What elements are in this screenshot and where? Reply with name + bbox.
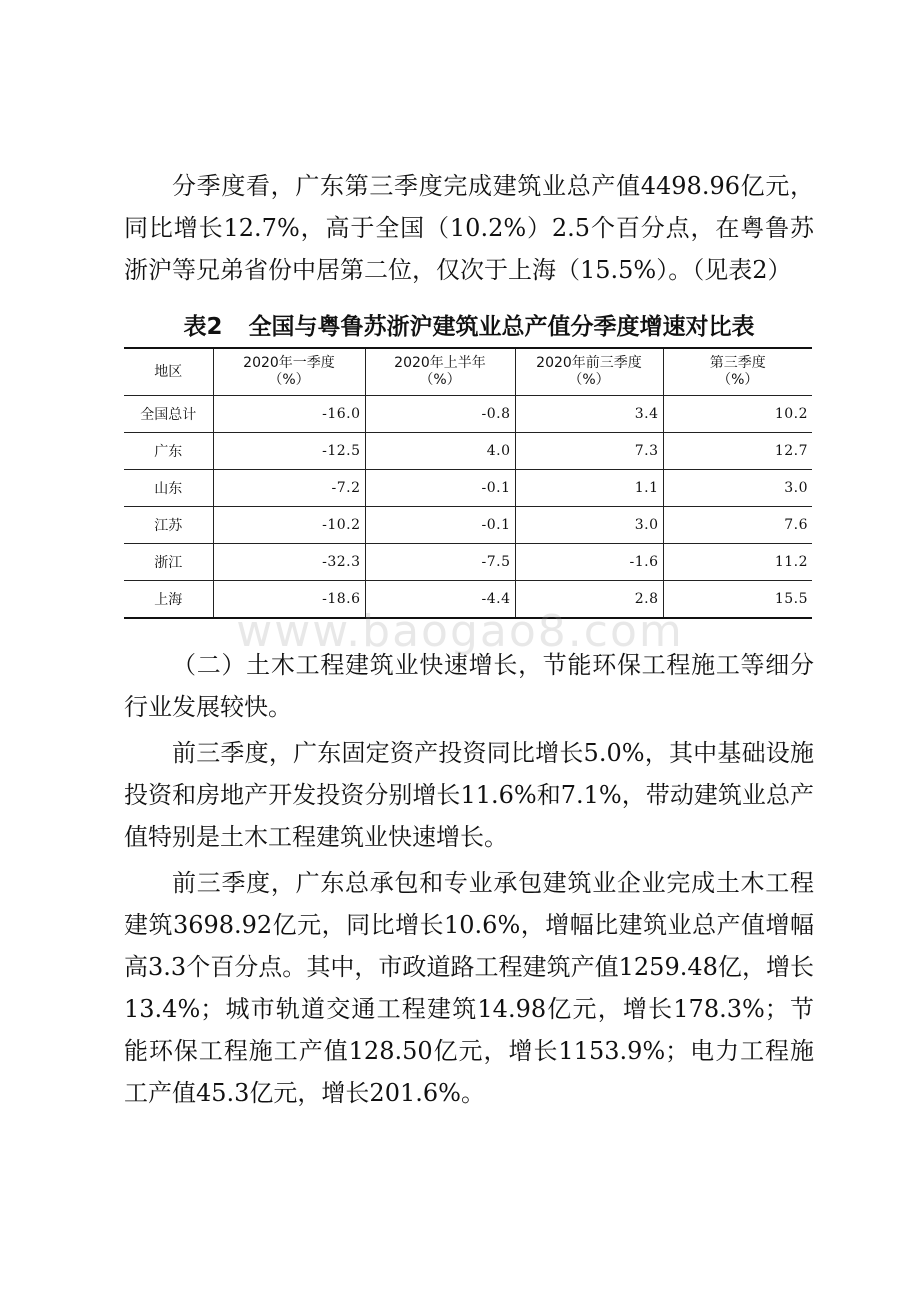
table-caption-title: 全国与粤鲁苏浙沪建筑业总产值分季度增速对比表 [248, 314, 755, 340]
value-cell: 12.7 [663, 433, 812, 470]
value-cell: 15.5 [663, 581, 812, 619]
region-cell: 广东 [124, 433, 213, 470]
region-cell: 江苏 [124, 507, 213, 544]
value-cell: -18.6 [213, 581, 365, 619]
table-row [124, 433, 812, 470]
table-row [124, 544, 812, 581]
value-cell: 3.0 [515, 507, 663, 544]
value-cell: 4.0 [365, 433, 515, 470]
header-q3: 第三季度 （%） [663, 348, 812, 396]
value-cell: 10.2 [663, 396, 812, 433]
value-cell: -16.0 [213, 396, 365, 433]
header-q1-q3: 2020年前三季度 （%） [515, 348, 663, 396]
value-cell: 3.0 [663, 470, 812, 507]
growth-comparison-table [124, 347, 812, 619]
region-cell: 全国总计 [124, 396, 213, 433]
value-cell: -0.8 [365, 396, 515, 433]
header-region: 地区 [124, 348, 213, 396]
civil-engineering-paragraph: 前三季度，广东总承包和专业承包建筑业企业完成土木工程建筑3698.92亿元，同比增长10.6%，增幅比建筑业总产值增幅高3.3个百分点。其中，市政道路工程建筑产值1259.48亿，增长13.4%；城市轨道交通工程建筑14.98亿元，增长178.3%；节能环保工程施工产值128.50亿元，增长1153.9%；电力工程施工产值45.3亿元，增长201.6%。 [124, 869, 814, 1107]
value-cell: 11.2 [663, 544, 812, 581]
value-cell: 1.1 [515, 470, 663, 507]
header-h1: 2020年上半年 （%） [365, 348, 515, 396]
region-cell: 浙江 [124, 544, 213, 581]
value-cell: -1.6 [515, 544, 663, 581]
value-cell: -0.1 [365, 507, 515, 544]
intro-paragraph: 分季度看，广东第三季度完成建筑业总产值4498.96亿元，同比增长12.7%，高于全国（10.2%）2.5个百分点，在粤鲁苏浙沪等兄弟省份中居第二位，仅次于上海（15.5%）。（见表2） [124, 172, 814, 284]
table-row [124, 396, 812, 433]
header-q1: 2020年一季度 （%） [213, 348, 365, 396]
table-row [124, 470, 812, 507]
value-cell: -7.2 [213, 470, 365, 507]
section-heading: （二）土木工程建筑业快速增长，节能环保工程施工等细分行业发展较快。 [124, 651, 814, 721]
table-caption-number: 表2 [183, 314, 223, 340]
value-cell: 3.4 [515, 396, 663, 433]
value-cell: -0.1 [365, 470, 515, 507]
table-caption [124, 309, 814, 345]
value-cell: 7.3 [515, 433, 663, 470]
watermark: www.baogao8.com [236, 606, 684, 657]
value-cell: 7.6 [663, 507, 812, 544]
investment-paragraph: 前三季度，广东固定资产投资同比增长5.0%，其中基础设施投资和房地产开发投资分别增长11.6%和7.1%，带动建筑业总产值特别是土木工程建筑业快速增长。 [124, 739, 814, 851]
table-header-row [124, 348, 812, 396]
value-cell: -10.2 [213, 507, 365, 544]
value-cell: -4.4 [365, 581, 515, 619]
value-cell: -7.5 [365, 544, 515, 581]
region-cell: 上海 [124, 581, 213, 619]
value-cell: 2.8 [515, 581, 663, 619]
region-cell: 山东 [124, 470, 213, 507]
value-cell: -12.5 [213, 433, 365, 470]
table-row [124, 507, 812, 544]
value-cell: -32.3 [213, 544, 365, 581]
